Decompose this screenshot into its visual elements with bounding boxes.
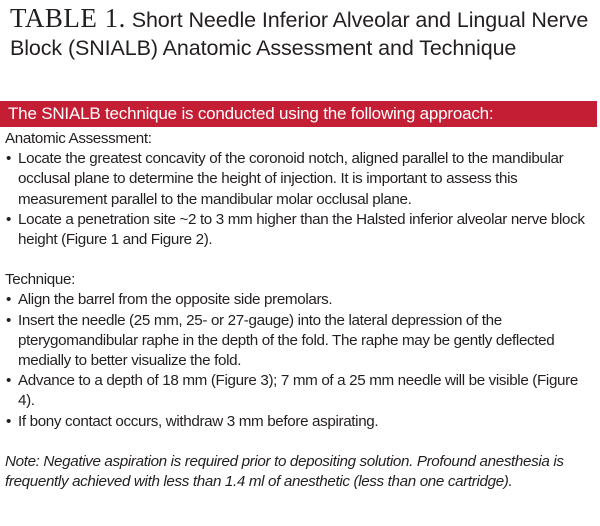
list-item-text: Locate the greatest concavity of the coronoid notch, aligned parallel to the mandibular occlusal plane to determine the height of injection. It is important to assess this measurement parallel to the mandibular molar occlusal plane.	[18, 150, 564, 208]
bullet-icon: •	[6, 150, 11, 168]
list-item-text: Align the barrel from the opposite side premolars.	[18, 291, 333, 309]
section-label: Technique:	[5, 271, 75, 289]
list-item	[5, 210, 595, 250]
table-number-separator: .	[118, 3, 126, 33]
section-technique	[5, 270, 595, 432]
bullet-icon: •	[6, 291, 11, 309]
table-body	[5, 129, 595, 492]
list-item	[5, 149, 595, 210]
table-number: TABLE 1	[10, 3, 119, 33]
bullet-list	[5, 290, 595, 431]
bullet-icon: •	[6, 412, 11, 430]
list-item	[5, 311, 595, 372]
table-title-text: Short Needle Inferior Alveolar and Lingual Nerve Block (SNIALB) Anatomic Assessment and Technique	[10, 8, 589, 60]
bullet-icon: •	[6, 372, 11, 390]
section-anatomic-assessment	[5, 129, 595, 250]
spacer	[5, 250, 595, 270]
table-title-block	[10, 4, 590, 62]
list-item-text: Advance to a depth of 18 mm (Figure 3); 7 mm of a 25 mm needle will be visible (Figure 4).	[18, 372, 578, 410]
bullet-list	[5, 149, 595, 250]
list-item-text: If bony contact occurs, withdraw 3 mm before aspirating.	[18, 412, 379, 430]
table-title	[10, 4, 590, 62]
bullet-icon: •	[6, 311, 11, 329]
spacer	[5, 432, 595, 452]
table-note: Note: Negative aspiration is required prior to depositing solution. Profound anesthesia is frequently achieved with less than 1.4 ml of anesthetic (less than one cartridge).	[5, 452, 564, 491]
header-band: The SNIALB technique is conducted using the following approach:	[0, 101, 597, 127]
section-label: Anatomic Assessment:	[5, 130, 152, 147]
list-item-text: Insert the needle (25 mm, 25- or 27-gauge) into the lateral depression of the pterygomandibular raphe in the depth of the fold. The raphe may be gently deflected medially to better visualize the fold.	[18, 311, 555, 370]
list-item	[5, 412, 595, 432]
list-item	[5, 371, 595, 411]
list-item	[5, 290, 595, 310]
list-item-text: Locate a penetration site ~2 to 3 mm higher than the Halsted inferior alveolar nerve block height (Figure 1 and Figure 2).	[18, 210, 585, 249]
bullet-icon: •	[6, 210, 11, 228]
